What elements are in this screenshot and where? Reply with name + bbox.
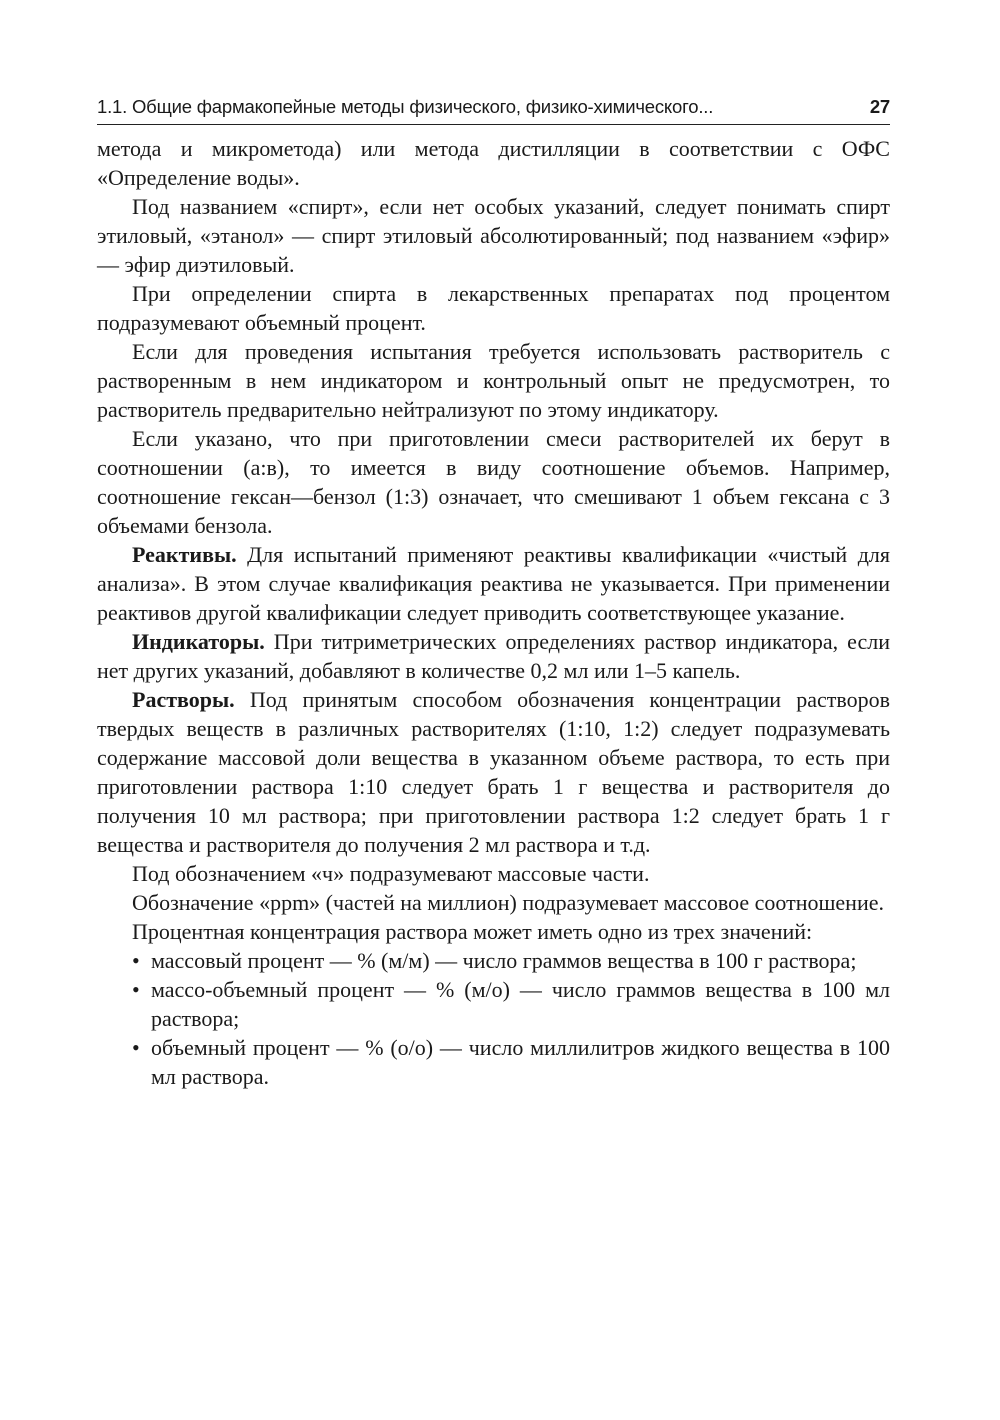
- running-header: [97, 96, 890, 125]
- paragraph-indicators: [97, 627, 890, 685]
- paragraph: метода и микрометода) или метода дистилляции в соответствии с ОФС «Определение воды».: [97, 136, 890, 190]
- running-title: 1.1. Общие фармакопейные методы физического, физико-химического...: [97, 96, 714, 117]
- term-solutions: Растворы.: [132, 687, 235, 712]
- paragraph-reagents: [97, 540, 890, 627]
- paragraph-text: Для испытаний применяют реактивы квалификации «чистый для анализа». В этом случае квалификация реактива не указывается. При применении реактивов другой квалификации следует приводить соответствующее указание.: [97, 542, 890, 625]
- paragraph: Если для проведения испытания требуется использовать растворитель с растворенным в нем индикатором и контрольный опыт не предусмотрен, то растворитель предварительно нейтрализуют по этому индикатору.: [97, 339, 890, 422]
- list-item-text: массовый процент — % (м/м) — число граммов вещества в 100 г раствора;: [151, 948, 857, 973]
- paragraph: Под названием «спирт», если нет особых указаний, следует понимать спирт этиловый, «этанол» — спирт этиловый абсолютированный; под названием «эфир» — эфир диэтиловый.: [97, 194, 890, 277]
- paragraph: Обозначение «ppm» (частей на миллион) подразумевает массовое соотношение.: [132, 890, 884, 915]
- paragraph: Под обозначением «ч» подразумевают массовые части.: [132, 861, 650, 886]
- bullet-icon: •: [132, 948, 140, 973]
- term-reagents: Реактивы.: [132, 542, 237, 567]
- bullet-list: [97, 946, 890, 1091]
- paragraph: Процентная концентрация раствора может иметь одно из трех значений:: [132, 919, 813, 944]
- term-indicators: Индикаторы.: [132, 629, 265, 654]
- list-item: [132, 975, 890, 1033]
- paragraph-solutions: [97, 685, 890, 859]
- body-text: [97, 134, 890, 1091]
- paragraph: Если указано, что при приготовлении смеси растворителей их берут в соотношении (а:в), то имеется в виду соотношение объемов. Например, соотношение гексан—бензол (1:3) означает, что смешивают 1 объем гексана с 3 объемами бензола.: [97, 426, 890, 538]
- list-item: [132, 1033, 890, 1091]
- bullet-icon: •: [132, 977, 140, 1002]
- paragraph-text: Под принятым способом обозначения концентрации растворов твердых веществ в различных растворителях (1:10, 1:2) следует подразумевать содержание массовой доли вещества в указанном объеме раствора, то есть при приготовлении раствора 1:10 следует брать 1 г вещества и растворителя до получения 10 мл раствора; при приготовлении раствора 1:2 следует брать 1 г вещества и растворителя до получения 2 мл раствора и т.д.: [97, 687, 890, 857]
- paragraph-text: При титриметрических определениях раствор индикатора, если нет других указаний, добавляют в количестве 0,2 мл или 1–5 капель.: [97, 629, 890, 683]
- paragraph: При определении спирта в лекарственных препаратах под процентом подразумевают объемный процент.: [97, 281, 890, 335]
- document-page: [97, 96, 890, 1091]
- list-item: [132, 946, 890, 975]
- bullet-icon: •: [132, 1035, 140, 1060]
- list-item-text: объемный процент — % (о/о) — число миллилитров жидкого вещества в 100 мл раствора.: [151, 1035, 890, 1089]
- page-number: 27: [869, 96, 890, 117]
- list-item-text: массо-объемный процент — % (м/о) — число граммов вещества в 100 мл раствора;: [151, 977, 890, 1031]
